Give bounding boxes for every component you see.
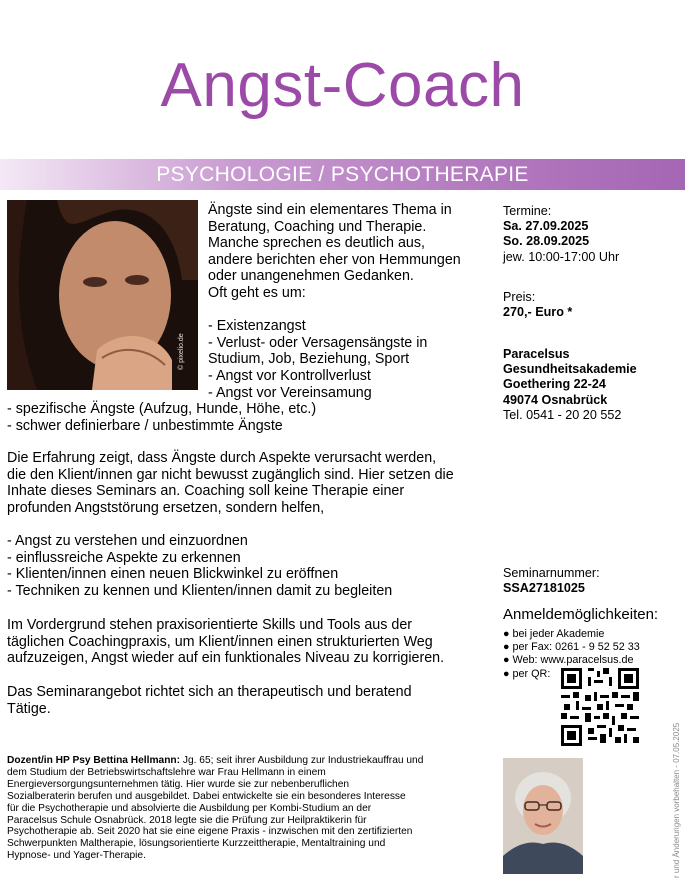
paragraph-line: aufzuzeigen, Angst wieder auf ein funktionales Niveau zu korrigieren.	[7, 650, 445, 667]
category-label: PSYCHOLOGIE / PSYCHOTHERAPIE	[156, 163, 529, 186]
anxiety-item: - Verlust- oder Versagensängste in	[208, 334, 428, 351]
help-item: - Klienten/innen einen neuen Blickwinkel zu eröffnen	[7, 566, 339, 583]
anxiety-item: - spezifische Ängste (Aufzug, Hunde, Höhe, etc.)	[7, 401, 317, 417]
anxiety-item: - Existenzangst	[208, 318, 306, 335]
help-item: - Angst zu verstehen und einzuordnen	[7, 533, 248, 549]
lecturer-bio	[7, 755, 491, 862]
help-item: - Techniken zu kennen und Klienten/innen damit zu begleiten	[7, 582, 393, 599]
paragraph-experience	[7, 450, 497, 516]
dates-block	[503, 204, 619, 265]
preis-value: 270,- Euro *	[503, 305, 573, 320]
date-2: So. 28.09.2025	[503, 234, 590, 249]
legal-note: r und Änderungen vorbehalten - 07.05.2025	[672, 722, 681, 878]
bio-line: Paracelsus Schule Osnabrück. 2018 legte sie die Prüfung zur Heilpraktikerin für	[7, 814, 367, 826]
paragraph-line: Im Vordergrund stehen praxisorientierte Skills und Tools aus der	[7, 617, 413, 633]
registration-item[interactable]: ● Web: www.paracelsus.de	[503, 654, 634, 667]
address-block	[503, 347, 637, 423]
date-1: Sa. 27.09.2025	[503, 219, 589, 234]
paragraph-line: profunden Angststörung ersetzen, sondern helfen,	[7, 499, 325, 516]
anxiety-list-continued	[7, 401, 497, 434]
anxiety-item: - Angst vor Vereinsamung	[208, 384, 372, 401]
address-line: Paracelsus	[503, 347, 570, 361]
anxiety-item: - schwer definierbare / unbestimmte Ängste	[7, 417, 283, 434]
registration-label: Anmeldemöglichkeiten:	[503, 606, 659, 623]
intro-line: Manche sprechen es deutlich aus,	[208, 235, 425, 252]
address-line: Goethering 22-24	[503, 377, 606, 392]
paragraph-line: Die Erfahrung zeigt, dass Ängste durch Aspekte verursacht werden,	[7, 450, 437, 466]
qr-code[interactable]	[561, 668, 639, 746]
registration-item: ● bei jeder Akademie	[503, 628, 605, 640]
address-line: Gesundheitsakademie	[503, 362, 637, 377]
preis-label: Preis:	[503, 290, 536, 304]
intro-line: andere berichten eher von Hemmungen	[208, 251, 461, 268]
intro-line: oder unangenehmen Gedanken.	[208, 268, 414, 285]
bio-line: dem Studium der Betriebswirtschaftslehre war Frau Hellmann in einem	[7, 766, 326, 778]
seminar-number-block	[503, 566, 600, 596]
qr-code-graphic	[561, 668, 639, 746]
help-list	[7, 533, 497, 599]
intro-text	[208, 202, 493, 401]
help-item: - einflussreiche Aspekte zu erkennen	[7, 549, 241, 566]
time: jew. 10:00-17:00 Uhr	[503, 249, 620, 264]
price-block	[503, 290, 572, 320]
photo-illustration	[7, 200, 198, 390]
lecturer-portrait	[503, 758, 583, 874]
bio-line: Schwerpunkten Maltherapie, lösungsorientierte Kurzzeittherapie, Mentaltraining und	[7, 838, 386, 850]
paragraph-line: Das Seminarangebot richtet sich an therapeutisch und beratend	[7, 684, 412, 700]
anxiety-item: Studium, Job, Beziehung, Sport	[208, 351, 410, 368]
seminar-number-label: Seminarnummer:	[503, 566, 600, 580]
bio-line: Psychotherapie ab. Seit 2020 hat sie eine eigene Praxis - inzwischen mit den zertifizierten	[7, 826, 413, 838]
registration-item: ● per Fax: 0261 - 9 52 52 33	[503, 641, 640, 654]
intro-spacer	[208, 302, 493, 319]
paragraph-audience	[7, 684, 497, 717]
paragraph-line: Inhate dieses Seminars an. Coaching soll keine Therapie einer	[7, 483, 405, 500]
seminar-number: SSA27181025	[503, 581, 585, 596]
page-title: Angst-Coach	[160, 51, 525, 120]
bio-line: Hypnose- und Yager-Therapie.	[7, 850, 146, 862]
photo-watermark: © pixelio.de	[178, 333, 185, 370]
address-line: 49074 Osnabrück	[503, 392, 608, 407]
intro-line: Beratung, Coaching und Therapie.	[208, 218, 427, 235]
paragraph-line: täglichen Coachingpraxis, um Klient/innen einen strukturierten Weg	[7, 633, 433, 650]
paragraph-line: Tätige.	[7, 700, 51, 717]
paragraph-focus	[7, 617, 497, 667]
paragraph-line: die den Klient/innen gar nicht bewusst zugänglich sind. Hier setzen die	[7, 466, 454, 483]
termine-label: Termine:	[503, 204, 552, 218]
bio-line: Jg. 65; seit ihrer Ausbildung zur Industriekauffrau und	[180, 755, 424, 766]
seminar-photo	[7, 200, 198, 390]
intro-line: Oft geht es um:	[208, 284, 306, 301]
lecturer-name: Dozent/in HP Psy Bettina Hellmann:	[7, 755, 181, 766]
registration-item: ● per QR:	[503, 667, 551, 680]
intro-line: Ängste sind ein elementares Thema in	[208, 202, 452, 218]
bio-line: für die Psychotherapie und absolvierte die Ausbildung per Kombi-Studium an der	[7, 802, 372, 814]
telephone: Tel. 0541 - 20 20 552	[503, 407, 622, 422]
bio-line: Energieversorgungsunternehmen tätig. Hier wurde sie zur nebenberuflichen	[7, 778, 350, 790]
anxiety-item: - Angst vor Kontrollverlust	[208, 367, 371, 384]
bio-line: Sozialberaterin berufen und ausgebildet. Dabei entwickelte sie ein besonderes Interesse	[7, 790, 406, 802]
portrait-illustration	[503, 758, 583, 874]
category-band	[0, 159, 685, 190]
